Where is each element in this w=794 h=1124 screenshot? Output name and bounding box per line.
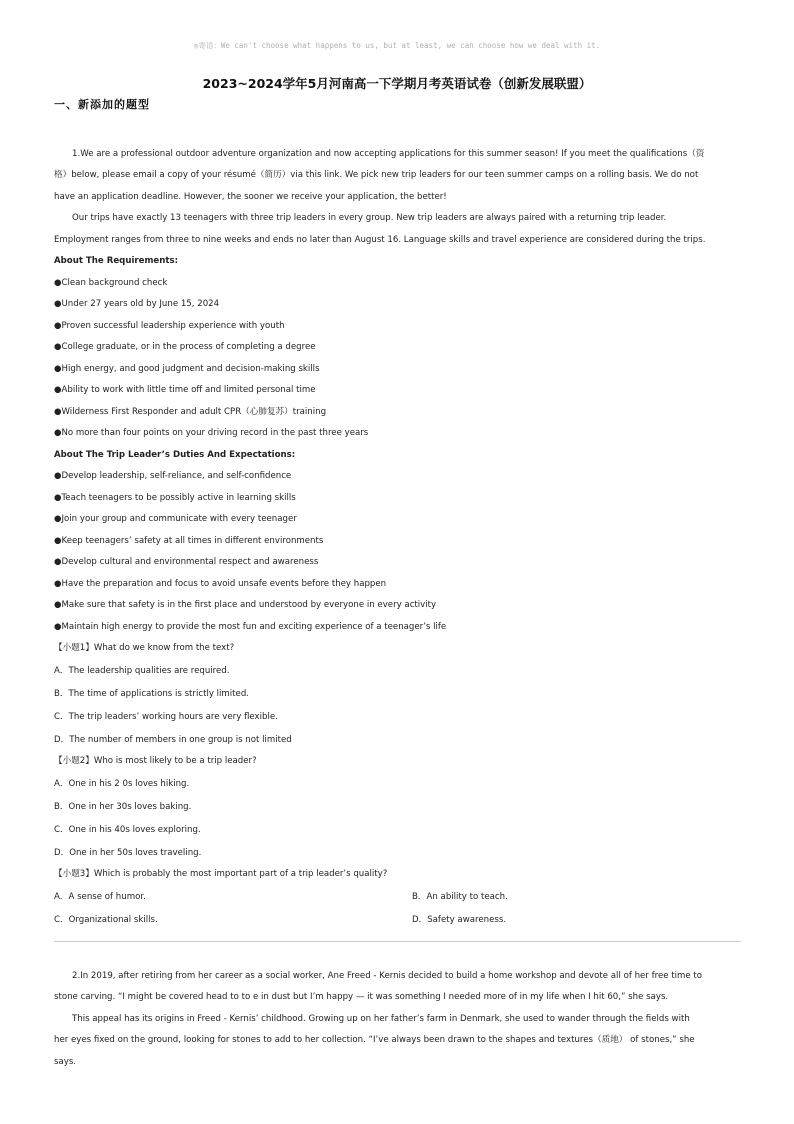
section-heading: 一、新添加的题型 bbox=[54, 98, 150, 111]
page-title: 2023~2024学年5月河南高一下学期月考英语试卷（创新发展联盟） bbox=[202, 76, 592, 91]
requirement-item: ●College graduate, or in the process of completing a degree bbox=[54, 342, 316, 352]
q1-intro-line: Employment ranges from three to nine weeks and ends no later than August 16. Language skills and travel experience are considered during the trips. bbox=[54, 235, 706, 245]
question-divider bbox=[54, 941, 741, 942]
requirements-heading: About The Requirements: bbox=[54, 256, 179, 266]
requirement-item: ●No more than four points on your driving record in the past three years bbox=[54, 428, 369, 438]
answer-option[interactable]: C．One in his 40s loves exploring. bbox=[54, 825, 201, 835]
q2-line: her eyes fixed on the ground, looking for stones to add to her collection. “I’ve always been drawn to the shapes and textures（质地） of stones,” she bbox=[54, 1035, 695, 1045]
answer-option[interactable]: C．The trip leaders’ working hours are very flexible. bbox=[54, 712, 278, 722]
q1-intro-line: have an application deadline. However, the sooner we receive your application, the better! bbox=[54, 192, 447, 202]
answer-option[interactable]: D．Safety awareness. bbox=[412, 915, 507, 925]
requirement-item: ●Clean background check bbox=[54, 278, 168, 288]
duty-item: ●Develop leadership, self-reliance, and self-confidence bbox=[54, 471, 292, 481]
duties-heading: About The Trip Leader’s Duties And Expectations: bbox=[54, 450, 296, 460]
q1-intro-line: 1.We are a professional outdoor adventure organization and now accepting applications for this summer season! If you meet the qualifications（资 bbox=[72, 149, 705, 159]
answer-option[interactable]: B．The time of applications is strictly limited. bbox=[54, 689, 250, 699]
duty-item: ●Join your group and communicate with every teenager bbox=[54, 514, 297, 524]
q1-intro-line: 格）below, please email a copy of your résumé（简历）via this link. We pick new trip leaders for our teen summer camps on a rolling basis. We do not bbox=[54, 170, 699, 180]
answer-option[interactable]: A．The leadership qualities are required. bbox=[54, 666, 230, 676]
duty-item: ●Make sure that safety is in the first place and understood by everyone in every activity bbox=[54, 600, 437, 610]
requirement-item: ●Under 27 years old by June 15, 2024 bbox=[54, 299, 220, 309]
requirement-item: ●Ability to work with little time off and limited personal time bbox=[54, 385, 316, 395]
requirement-item: ●High energy, and good judgment and decision-making skills bbox=[54, 364, 320, 374]
sub-question: 【小题2】Who is most likely to be a trip leader? bbox=[54, 756, 257, 766]
duty-item: ●Maintain high energy to provide the most fun and exciting experience of a teenager’s life bbox=[54, 622, 447, 632]
q2-line: stone carving. “I might be covered head to to e in dust but I’m happy — it was something I needed more of in my life when I hit 60,” she says. bbox=[54, 992, 669, 1002]
answer-option[interactable]: B．An ability to teach. bbox=[412, 892, 508, 902]
answer-option[interactable]: D．The number of members in one group is not limited bbox=[54, 735, 292, 745]
q2-line: This appeal has its origins in Freed - Kernis’ childhood. Growing up on her father’s farm in Denmark, she used to wander through the fields with bbox=[72, 1014, 690, 1024]
duty-item: ●Have the preparation and focus to avoid unsafe events before they happen bbox=[54, 579, 387, 589]
duty-item: ●Develop cultural and environmental respect and awareness bbox=[54, 557, 319, 567]
requirement-item: ●Proven successful leadership experience with youth bbox=[54, 321, 285, 331]
q2-line: 2.In 2019, after retiring from her career as a social worker, Ane Freed - Kernis decided to build a home workshop and devote all of her free time to bbox=[72, 971, 703, 981]
answer-option[interactable]: B．One in her 30s loves baking. bbox=[54, 802, 192, 812]
motto-header: ◎寄语：We can't choose what happens to us, but at least, we can choose how we deal with it. bbox=[193, 41, 601, 50]
duty-item: ●Teach teenagers to be possibly active in learning skills bbox=[54, 493, 296, 503]
sub-question: 【小题1】What do we know from the text? bbox=[54, 643, 235, 653]
answer-option[interactable]: A．A sense of humor. bbox=[54, 892, 146, 902]
requirement-item: ●Wilderness First Responder and adult CPR（心肺复苏）training bbox=[54, 407, 327, 417]
q1-intro-line: Our trips have exactly 13 teenagers with three trip leaders in every group. New trip leaders are always paired with a returning trip leader. bbox=[72, 213, 667, 223]
answer-option[interactable]: A．One in his 2 0s loves hiking. bbox=[54, 779, 190, 789]
duty-item: ●Keep teenagers’ safety at all times in different environments bbox=[54, 536, 324, 546]
answer-option[interactable]: C．Organizational skills. bbox=[54, 915, 158, 925]
q2-line: says. bbox=[54, 1057, 77, 1067]
answer-option[interactable]: D．One in her 50s loves traveling. bbox=[54, 848, 202, 858]
sub-question: 【小题3】Which is probably the most important part of a trip leader’s quality? bbox=[54, 869, 388, 879]
